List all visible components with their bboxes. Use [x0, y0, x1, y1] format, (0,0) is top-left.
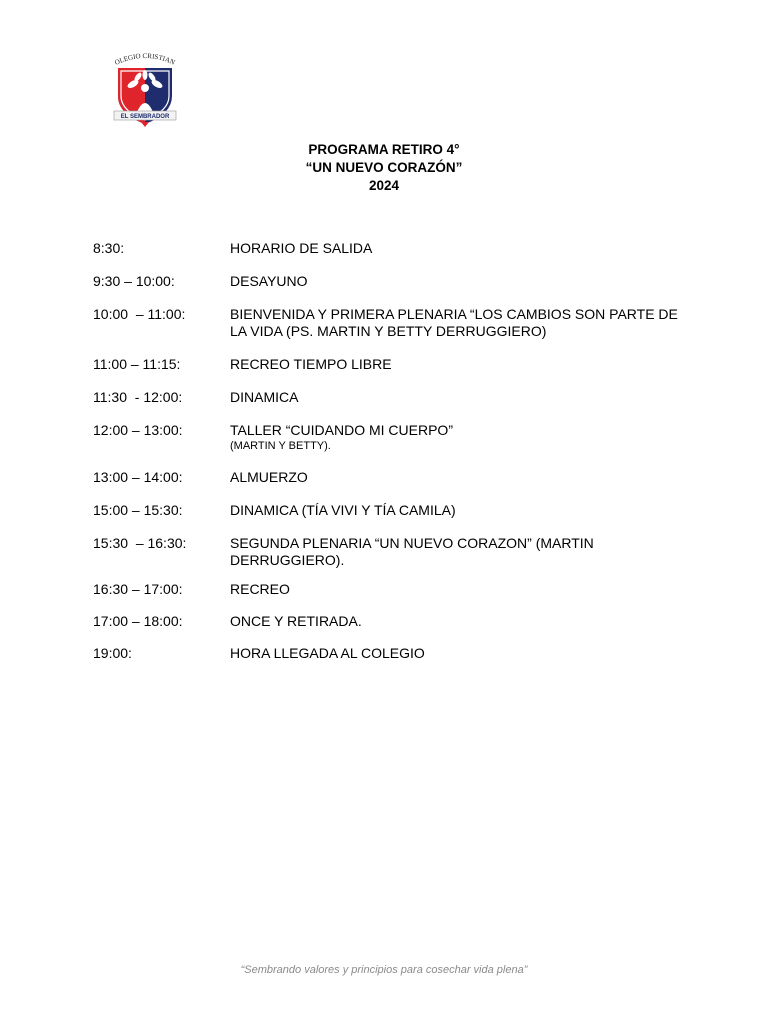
schedule-time: 15:30 – 16:30: [93, 535, 187, 551]
schedule-row [93, 273, 683, 290]
footer-motto: “Sembrando valores y principios para cosechar vida plena” [240, 964, 528, 976]
schedule-time: 9:30 – 10:00: [93, 273, 175, 289]
schedule-row [93, 645, 683, 662]
schedule-activity: ALMUERZO [230, 469, 308, 485]
schedule-activity: DESAYUNO [230, 273, 308, 289]
schedule-activity [230, 422, 683, 453]
document-title [0, 141, 768, 195]
schedule-time: 11:00 – 11:15: [93, 356, 181, 372]
logo-top-textpath: OLEGIO CRISTIAN [113, 52, 177, 67]
schedule-time: 16:30 – 17:00: [93, 581, 183, 597]
schedule-time: 17:00 – 18:00: [93, 613, 183, 629]
schedule-row [93, 389, 683, 406]
schedule-activity: RECREO [230, 581, 290, 597]
schedule-activity: SEGUNDA PLENARIA “UN NUEVO CORAZON” (MARTIN DERRUGGIERO). [230, 535, 594, 568]
schedule-time: 19:00: [93, 645, 132, 661]
schedule-activity: ONCE Y RETIRADA. [230, 613, 362, 629]
schedule-time: 13:00 – 14:00: [93, 469, 183, 485]
schedule-list [93, 240, 683, 662]
schedule-row [93, 469, 683, 486]
title-line-2: “UN NUEVO CORAZÓN” [305, 160, 463, 175]
schedule-row [93, 356, 683, 373]
schedule-activity-note: (MARTIN Y BETTY). [230, 440, 331, 452]
schedule-row [93, 613, 683, 630]
schedule-row [93, 422, 683, 453]
title-line-3: 2024 [368, 178, 400, 193]
schedule-row [93, 581, 683, 598]
logo-top-text [108, 52, 176, 67]
schedule-time: 8:30: [93, 240, 125, 256]
schedule-time: 10:00 – 11:00: [93, 306, 186, 322]
school-logo [108, 52, 182, 132]
schedule-time: 15:00 – 15:30: [93, 502, 183, 518]
schedule-activity: BIENVENIDA Y PRIMERA PLENARIA “LOS CAMBIOS SON PARTE DE LA VIDA (PS. MARTIN Y BETTY DERRUGGIERO) [230, 306, 678, 339]
schedule-time: 12:00 – 13:00: [93, 422, 183, 438]
schedule-row [93, 502, 683, 519]
school-crest-icon [108, 52, 182, 132]
schedule-activity: DINAMICA [230, 389, 299, 405]
schedule-row [93, 240, 683, 257]
schedule-activity: HORA LLEGADA AL COLEGIO [230, 645, 425, 661]
schedule-time: 11:30 - 12:00: [93, 389, 183, 405]
schedule-activity: HORARIO DE SALIDA [230, 240, 373, 256]
logo-ribbon-text: EL SEMBRADOR [120, 114, 170, 120]
schedule-row [93, 535, 683, 569]
schedule-activity-text: TALLER “CUIDANDO MI CUERPO” [230, 422, 453, 438]
title-line-1: PROGRAMA RETIRO 4° [308, 142, 460, 157]
schedule-activity: RECREO TIEMPO LIBRE [230, 356, 392, 372]
schedule-row [93, 306, 683, 340]
schedule-activity: DINAMICA (TÍA VIVI Y TÍA CAMILA) [230, 502, 456, 518]
